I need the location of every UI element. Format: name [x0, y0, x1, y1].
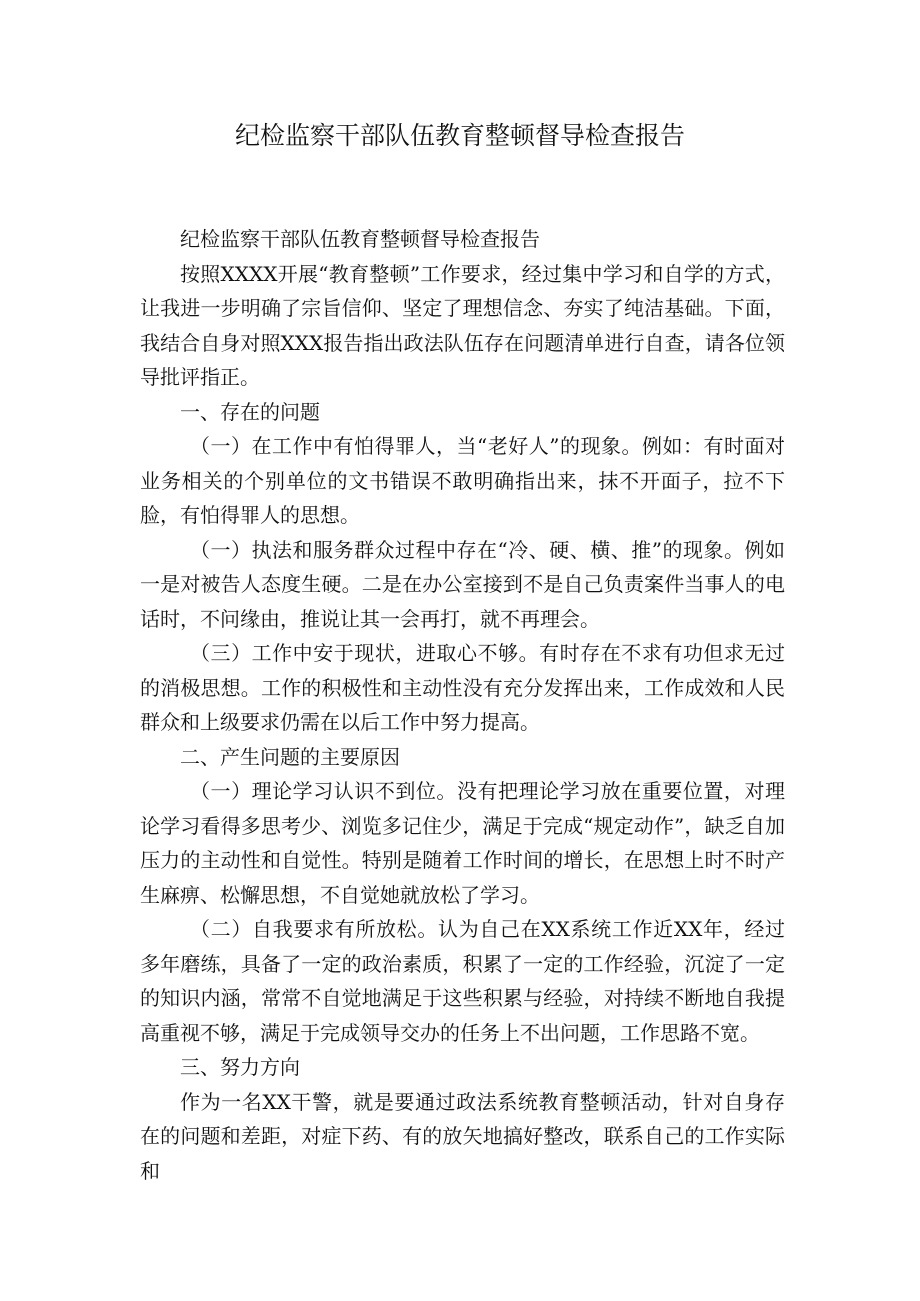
- document-title: 纪检监察干部队伍教育整顿督导检查报告: [234, 121, 685, 150]
- document-body: [140, 222, 785, 1188]
- section-heading-causes: 二、产生问题的主要原因: [180, 744, 400, 769]
- body-paragraph-intro: 按照XXXX开展“教育整顿”工作要求，经过集中学习和自学的方式，让我进一步明确了宗旨信仰、坚定了理想信念、夯实了纯洁基础。下面，我结合自身对照XXX报告指出政法队伍存在问题清单进行自查，请各位领导批评指正。: [140, 261, 785, 389]
- problem-item-3: （三）工作中安于现状，进取心不够。有时存在不求有功但求无过的消极思想。工作的积极性和主动性没有充分发挥出来，工作成效和人民群众和上级要求仍需在以后工作中努力提高。: [140, 641, 785, 734]
- direction-paragraph: 作为一名XX干警，就是要通过政法系统教育整顿活动，针对自身存在的问题和差距，对症下药、有的放矢地搞好整改，联系自己的工作实际和: [140, 1089, 785, 1183]
- section-heading-problems: 一、存在的问题: [180, 399, 320, 424]
- cause-item-2: （二）自我要求有所放松。认为自己在XX系统工作近XX年，经过多年磨练，具备了一定的政治素质，积累了一定的工作经验，沉淀了一定的知识内涵，常常不自觉地满足于这些积累与经验，对持续不断地自我提高重视不够，满足于完成领导交办的任务上不出问题，工作思路不宽。: [140, 917, 785, 1045]
- problem-item-2: （一）执法和服务群众过程中存在“冷、硬、横、推”的现象。例如一是对被告人态度生硬。二是在办公室接到不是自己负责案件当事人的电话时，不问缘由，推说让其一会再打，就不再理会。: [140, 537, 785, 631]
- cause-item-1: （一）理论学习认识不到位。没有把理论学习放在重要位置，对理论学习看得多思考少、浏览多记住少，满足于完成“规定动作”，缺乏自加压力的主动性和自觉性。特别是随着工作时间的增长，在思想上时不时产生麻痹、松懈思想，不自觉她就放松了学习。: [140, 779, 785, 907]
- body-paragraph-heading: 纪检监察干部队伍教育整顿督导检查报告: [180, 227, 540, 251]
- section-heading-direction: 三、努力方向: [180, 1055, 300, 1079]
- problem-item-1: （一）在工作中有怕得罪人，当“老好人”的现象。例如：有时面对业务相关的个别单位的文书错误不敢明确指出来，抹不开面子，拉不下脸，有怕得罪人的思想。: [140, 434, 785, 527]
